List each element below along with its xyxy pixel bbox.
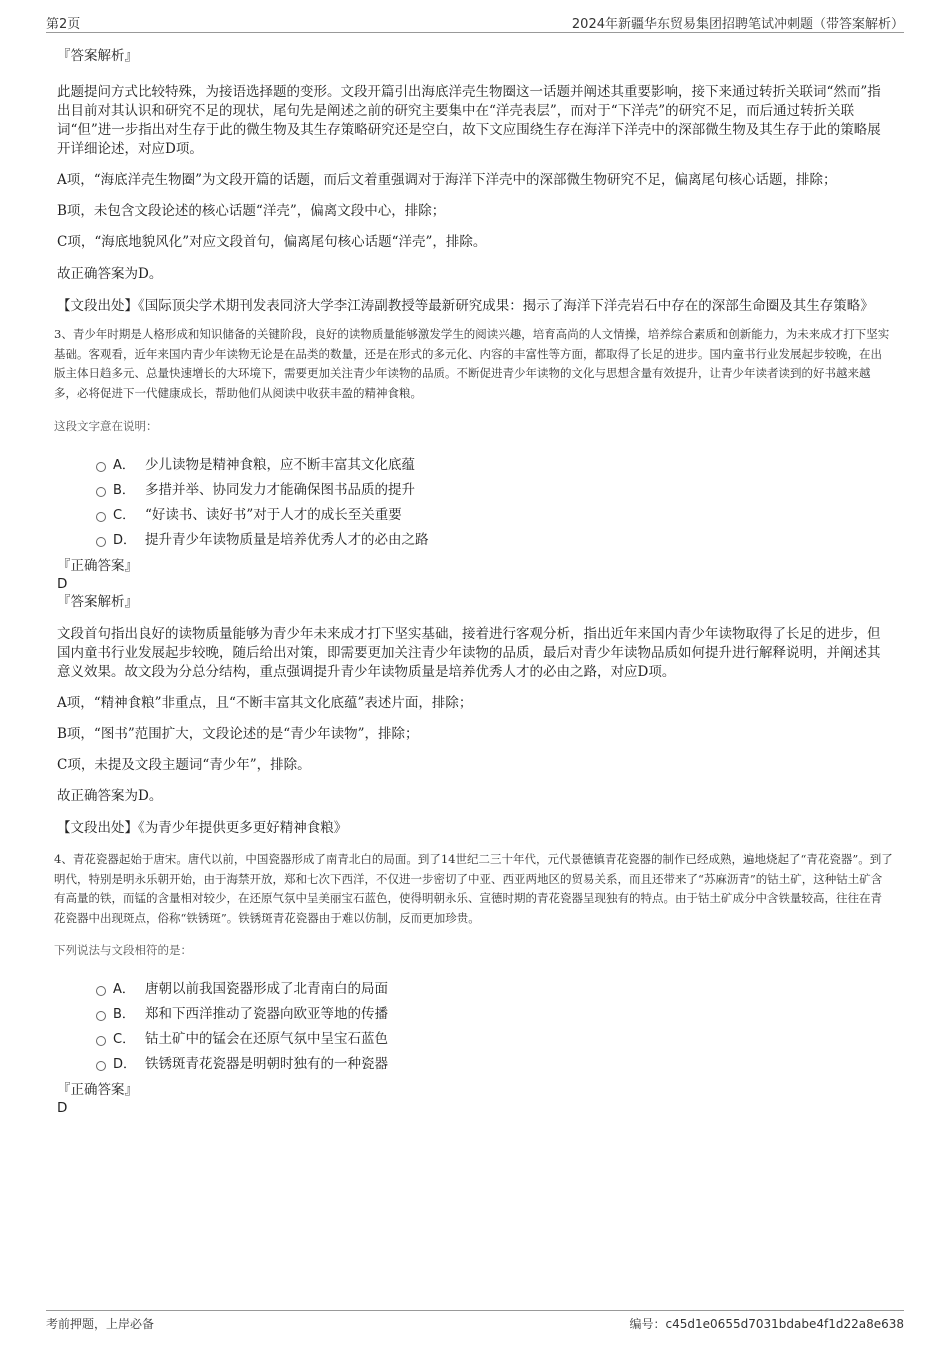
- q4-option-b[interactable]: B． 郑和下西洋推动了瓷器向欧亚等地的传播: [57, 1002, 893, 1027]
- q2-analysis: 此题提问方式比较特殊，为接语选择题的变形。文段开篇引出海底洋壳生物圈这一话题并阐述其重要影响，接下来通过转折关联词“然而”指出目前对其认识和研究不足的现状，尾句先是阐述之前的研究主要集中在“洋壳表层”，而对于“下洋壳”的研究不足，而后通过转折关联词“但”进一步指出对生存于此的微生物及其生存策略研究还是空白，故下文应围绕生存在海洋下洋壳中的深部微生物及其生存于此的策略展开详细论述，对应D项。: [57, 84, 881, 157]
- radio-icon[interactable]: [96, 1036, 106, 1046]
- q3-answer-label: 『正确答案』: [57, 558, 138, 574]
- q4-option-a[interactable]: A． 唐朝以前我国瓷器形成了北青南白的局面: [57, 977, 893, 1002]
- q3-option-b-explanation: B项，“图书”范围扩大，文段论述的是“青少年读物”，排除；: [57, 726, 419, 742]
- q3-option-a-explanation: A项，“精神食粮”非重点，且“不断丰富其文化底蕴”表述片面，排除；: [57, 695, 473, 711]
- q3-passage: 3、青少年时期是人格形成和知识储备的关键阶段，良好的读物质量能够激发学生的阅读兴趣，培育高尚的人文情操，培养综合素质和创新能力，为未来成才打下坚实基础。客观看，近年来国内青少年读物无论是在品类的数量，还是在形式的多元化、内容的丰富性等方面，都取得了长足的进步。国内童书行业发展起步较晚，在出版主体日趋多元、总量快速增长的大环境下，需要更加关注青少年读物的品质。不断促进青少年读物的文化与思想含量有效提升，让青少年读者读到的好书越来越多，必将促进下一代健康成长，帮助他们从阅读中收获丰盈的精神食粮。: [54, 327, 890, 400]
- page-header: [46, 10, 904, 33]
- q3-option-d[interactable]: D． 提升青少年读物质量是培养优秀人才的必由之路: [57, 528, 893, 553]
- q4-answer-label: 『正确答案』: [57, 1082, 138, 1098]
- radio-icon[interactable]: [96, 986, 106, 996]
- q4-answer: D: [57, 1100, 68, 1116]
- page-footer: [46, 1310, 904, 1335]
- q3-option-b[interactable]: B． 多措并举、协同发力才能确保图书品质的提升: [57, 478, 893, 503]
- q3-option-a[interactable]: A． 少儿读物是精神食粮，应不断丰富其文化底蕴: [57, 453, 893, 478]
- radio-icon[interactable]: [96, 512, 106, 522]
- radio-icon[interactable]: [96, 537, 106, 547]
- q2-option-a-explanation: A项，“海底洋壳生物圈”为文段开篇的话题，而后文着重强调对于海洋下洋壳中的深部微生物研究不足，偏离尾句核心话题，排除；: [57, 172, 837, 188]
- radio-icon[interactable]: [96, 1061, 106, 1071]
- radio-icon[interactable]: [96, 462, 106, 472]
- q3-option-c-explanation: C项，未提及文段主题词“青少年”，排除。: [57, 757, 311, 773]
- q3-answer: D: [57, 576, 68, 592]
- q3-options: [57, 453, 893, 553]
- q3-prompt: 这段文字意在说明：: [54, 419, 158, 433]
- document-code-label: 编号：: [629, 1317, 666, 1331]
- q4-option-c[interactable]: C． 钴土矿中的锰会在还原气氛中呈宝石蓝色: [57, 1027, 893, 1052]
- q4-option-d[interactable]: D． 铁锈斑青花瓷器是明朝时独有的一种瓷器: [57, 1052, 893, 1077]
- page-content: [54, 44, 893, 1117]
- q3-source: 【文段出处】《为青少年提供更多更好精神食粮》: [57, 820, 348, 836]
- footer-slogan: 考前押题，上岸必备: [46, 1317, 155, 1331]
- q2-conclusion: 故正确答案为D。: [57, 266, 163, 282]
- q4-prompt: 下列说法与文段相符的是：: [54, 943, 192, 957]
- q2-analysis-label: 『答案解析』: [57, 48, 138, 64]
- q2-source: 【文段出处】《国际顶尖学术期刊发表同济大学李江涛副教授等最新研究成果：揭示了海洋下洋壳岩石中存在的深部生命圈及其生存策略》: [57, 298, 874, 314]
- page-number: 第2页: [46, 17, 81, 32]
- q3-analysis-label: 『答案解析』: [57, 594, 138, 610]
- radio-icon[interactable]: [96, 1011, 106, 1021]
- document-code-value: c45d1e0655d7031bdabe4f1d22a8e638: [665, 1317, 904, 1331]
- q4-passage: 4、青花瓷器起始于唐宋。唐代以前，中国瓷器形成了南青北白的局面。到了14世纪二三十年代，元代景德镇青花瓷器的制作已经成熟，遍地烧起了“青花瓷器”。到了明代，特别是明永乐朝开始，由于海禁开放，郑和七次下西洋，不仅进一步密切了中亚、西亚两地区的贸易关系，而且还带来了“苏麻沥青”的钴土矿，这种钴土矿含有高量的铁，而锰的含量相对较少，在还原气氛中呈美丽宝石蓝色，使得明朝永乐、宣德时期的青花瓷器呈现独有的特点。由于钴土矿成分中含铁量较高，往往在青花瓷器中出现斑点，俗称“铁锈斑”。铁锈斑青花瓷器由于难以仿制，反而更加珍贵。: [54, 852, 893, 925]
- q3-option-c[interactable]: C． “好读书、读好书”对于人才的成长至关重要: [57, 503, 893, 528]
- q2-option-b-explanation: B项，未包含文段论述的核心话题“洋壳”，偏离文段中心，排除；: [57, 203, 446, 219]
- document-code: [630, 1315, 904, 1332]
- q3-analysis: 文段首句指出良好的读物质量能够为青少年未来成才打下坚实基础，接着进行客观分析，指出近年来国内青少年读物取得了长足的进步，但国内童书行业发展起步较晚，随后给出对策，即需要更加关注青少年读物的品质，最后对青少年读物品质如何提升进行解释说明，并阐述其意义效果。故文段为分总分结构，重点强调提升青少年读物质量是培养优秀人才的必由之路，对应D项。: [57, 626, 881, 680]
- q3-conclusion: 故正确答案为D。: [57, 788, 163, 804]
- q4-options: [57, 977, 893, 1077]
- q2-option-c-explanation: C项，“海底地貌风化”对应文段首句，偏离尾句核心话题“洋壳”，排除。: [57, 234, 487, 250]
- radio-icon[interactable]: [96, 487, 106, 497]
- document-title: 2024年新疆华东贸易集团招聘笔试冲刺题（带答案解析）: [571, 17, 904, 32]
